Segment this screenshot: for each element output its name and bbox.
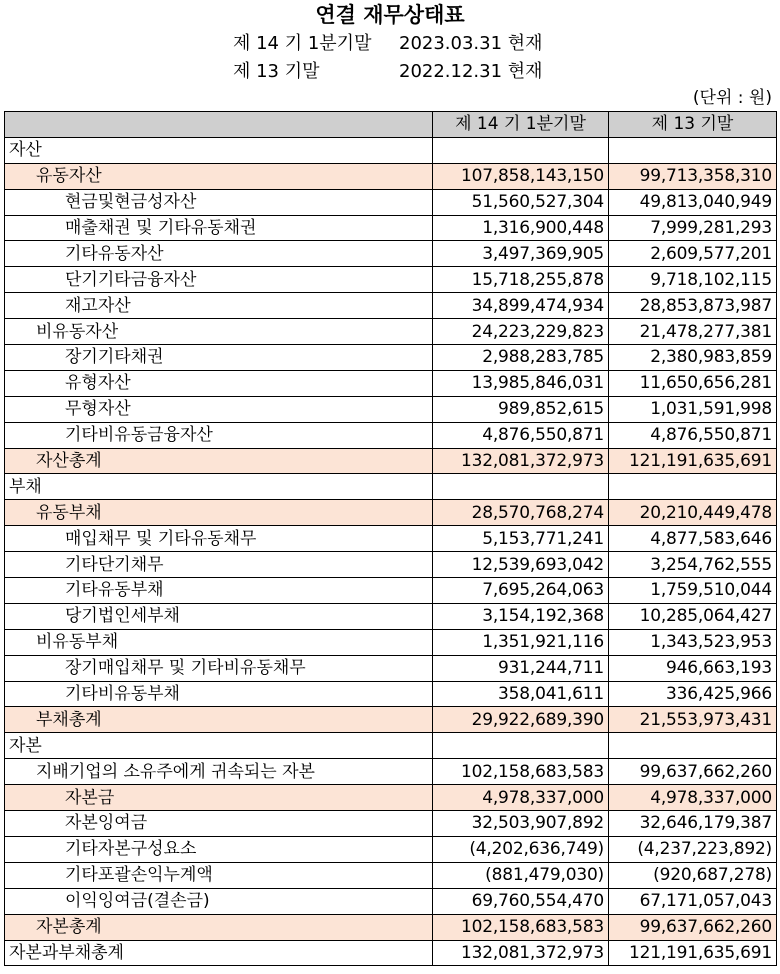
prior-period-value: 99,637,662,260	[609, 759, 777, 785]
header-row	[5, 112, 777, 138]
prior-period-value: 4,876,550,871	[609, 422, 777, 448]
row-label: 유동부채	[5, 500, 433, 526]
table-row	[5, 345, 777, 371]
row-label: 장기매입채무 및 기타비유동채무	[5, 655, 433, 681]
table-row	[5, 215, 777, 241]
current-period-value: 34,899,474,934	[433, 293, 609, 319]
table-row	[5, 759, 777, 785]
current-period-value: 1,351,921,116	[433, 629, 609, 655]
row-label: 기타유동부채	[5, 578, 433, 604]
current-period-value: (881,479,030)	[433, 862, 609, 888]
current-period-value: 102,158,683,583	[433, 914, 609, 940]
current-period-value: 931,244,711	[433, 655, 609, 681]
current-period-value: 1,316,900,448	[433, 215, 609, 241]
prior-period-value	[609, 733, 777, 759]
prior-period-value: 9,718,102,115	[609, 267, 777, 293]
prior-period-value: 11,650,656,281	[609, 370, 777, 396]
table-row	[5, 811, 777, 837]
table-row	[5, 448, 777, 474]
prior-period-value	[609, 137, 777, 163]
row-label: 비유동자산	[5, 319, 433, 345]
row-label: 유형자산	[5, 370, 433, 396]
current-period-value: 102,158,683,583	[433, 759, 609, 785]
row-label: 장기기타채권	[5, 345, 433, 371]
prior-period-value: 7,999,281,293	[609, 215, 777, 241]
row-label: 현금및현금성자산	[5, 189, 433, 215]
prior-period-value: 4,877,583,646	[609, 526, 777, 552]
column-header-item	[5, 112, 433, 138]
prior-period-value: 336,425,966	[609, 681, 777, 707]
table-row	[5, 137, 777, 163]
table-row	[5, 370, 777, 396]
table-row	[5, 500, 777, 526]
prior-period-value: 20,210,449,478	[609, 500, 777, 526]
row-label: 매출채권 및 기타유동채권	[5, 215, 433, 241]
row-label: 자산	[5, 137, 433, 163]
row-label: 지배기업의 소유주에게 귀속되는 자본	[5, 759, 433, 785]
current-period-value: 3,497,369,905	[433, 241, 609, 267]
prior-period-value: 121,191,635,691	[609, 940, 777, 966]
row-label: 자본과부채총계	[5, 940, 433, 966]
row-label: 기타비유동금융자산	[5, 422, 433, 448]
row-label: 자본금	[5, 785, 433, 811]
row-label: 매입채무 및 기타유동채무	[5, 526, 433, 552]
current-period-value: 5,153,771,241	[433, 526, 609, 552]
table-row	[5, 940, 777, 966]
current-period-value	[433, 733, 609, 759]
statement-title: 연결 재무상태표	[315, 3, 465, 27]
table-row	[5, 552, 777, 578]
column-header-current: 제 14 기 1분기말	[433, 112, 609, 138]
row-label: 자본	[5, 733, 433, 759]
current-period-value: 29,922,689,390	[433, 707, 609, 733]
table-row	[5, 526, 777, 552]
current-period-value: 13,985,846,031	[433, 370, 609, 396]
row-label: 기타단기채무	[5, 552, 433, 578]
row-label: 유동자산	[5, 163, 433, 189]
row-label: 기타자본구성요소	[5, 836, 433, 862]
current-period-value: 358,041,611	[433, 681, 609, 707]
table-row	[5, 836, 777, 862]
prior-period-value: 121,191,635,691	[609, 448, 777, 474]
table-row	[5, 733, 777, 759]
table-row	[5, 163, 777, 189]
current-period-value: 2,988,283,785	[433, 345, 609, 371]
prior-period-value: 2,380,983,859	[609, 345, 777, 371]
prior-period-value: 1,759,510,044	[609, 578, 777, 604]
current-period-value: 132,081,372,973	[433, 940, 609, 966]
current-period-value: 15,718,255,878	[433, 267, 609, 293]
prior-period-value: 21,478,277,381	[609, 319, 777, 345]
table-row	[5, 603, 777, 629]
current-period-value: (4,202,636,749)	[433, 836, 609, 862]
column-header-prior: 제 13 기말	[609, 112, 777, 138]
table-row	[5, 629, 777, 655]
table-row	[5, 189, 777, 215]
prior-period-value: 99,713,358,310	[609, 163, 777, 189]
current-period-value: 4,876,550,871	[433, 422, 609, 448]
table-row	[5, 241, 777, 267]
prior-period-value: 28,853,873,987	[609, 293, 777, 319]
prior-period-label: 제 13 기말	[233, 61, 320, 82]
prior-period-value: 3,254,762,555	[609, 552, 777, 578]
prior-period-value: 67,171,057,043	[609, 888, 777, 914]
prior-period-value: 946,663,193	[609, 655, 777, 681]
unit-label: (단위 : 원)	[692, 88, 772, 108]
current-period-value: 69,760,554,470	[433, 888, 609, 914]
row-label: 자산총계	[5, 448, 433, 474]
prior-period-value: 1,031,591,998	[609, 396, 777, 422]
row-label: 당기법인세부채	[5, 603, 433, 629]
current-period-value: 28,570,768,274	[433, 500, 609, 526]
row-label: 재고자산	[5, 293, 433, 319]
prior-period-value	[609, 474, 777, 500]
row-label: 비유동부채	[5, 629, 433, 655]
row-label: 기타유동자산	[5, 241, 433, 267]
current-period-date: 2023.03.31 현재	[399, 33, 543, 54]
current-period-value: 12,539,693,042	[433, 552, 609, 578]
current-period-value: 107,858,143,150	[433, 163, 609, 189]
prior-period-value: 49,813,040,949	[609, 189, 777, 215]
row-label: 자본총계	[5, 914, 433, 940]
prior-period-value: 4,978,337,000	[609, 785, 777, 811]
table-row	[5, 707, 777, 733]
current-period-value	[433, 474, 609, 500]
row-label: 기타비유동부채	[5, 681, 433, 707]
table-row	[5, 267, 777, 293]
current-period-value: 32,503,907,892	[433, 811, 609, 837]
table-row	[5, 914, 777, 940]
prior-period-value: (4,237,223,892)	[609, 836, 777, 862]
current-period-value: 51,560,527,304	[433, 189, 609, 215]
current-period-value: 24,223,229,823	[433, 319, 609, 345]
row-label: 기타포괄손익누계액	[5, 862, 433, 888]
table-row	[5, 785, 777, 811]
table-row	[5, 293, 777, 319]
row-label: 자본잉여금	[5, 811, 433, 837]
row-label: 부채총계	[5, 707, 433, 733]
current-period-value: 132,081,372,973	[433, 448, 609, 474]
table-row	[5, 422, 777, 448]
table-row	[5, 578, 777, 604]
table-row	[5, 681, 777, 707]
current-period-label: 제 14 기 1분기말	[233, 33, 372, 54]
row-label: 무형자산	[5, 396, 433, 422]
prior-period-value: 10,285,064,427	[609, 603, 777, 629]
current-period-value: 3,154,192,368	[433, 603, 609, 629]
current-period-value: 4,978,337,000	[433, 785, 609, 811]
prior-period-date: 2022.12.31 현재	[399, 61, 543, 82]
table-row	[5, 319, 777, 345]
current-period-value: 7,695,264,063	[433, 578, 609, 604]
row-label: 단기기타금융자산	[5, 267, 433, 293]
table-row	[5, 474, 777, 500]
table-row	[5, 888, 777, 914]
prior-period-value: 2,609,577,201	[609, 241, 777, 267]
row-label: 부채	[5, 474, 433, 500]
table-row	[5, 862, 777, 888]
table-row	[5, 655, 777, 681]
current-period-value: 989,852,615	[433, 396, 609, 422]
table-row	[5, 396, 777, 422]
prior-period-value: 32,646,179,387	[609, 811, 777, 837]
prior-period-value: 1,343,523,953	[609, 629, 777, 655]
prior-period-value: 99,637,662,260	[609, 914, 777, 940]
balance-sheet-table	[4, 111, 777, 966]
current-period-value	[433, 137, 609, 163]
row-label: 이익잉여금(결손금)	[5, 888, 433, 914]
prior-period-value: 21,553,973,431	[609, 707, 777, 733]
prior-period-value: (920,687,278)	[609, 862, 777, 888]
